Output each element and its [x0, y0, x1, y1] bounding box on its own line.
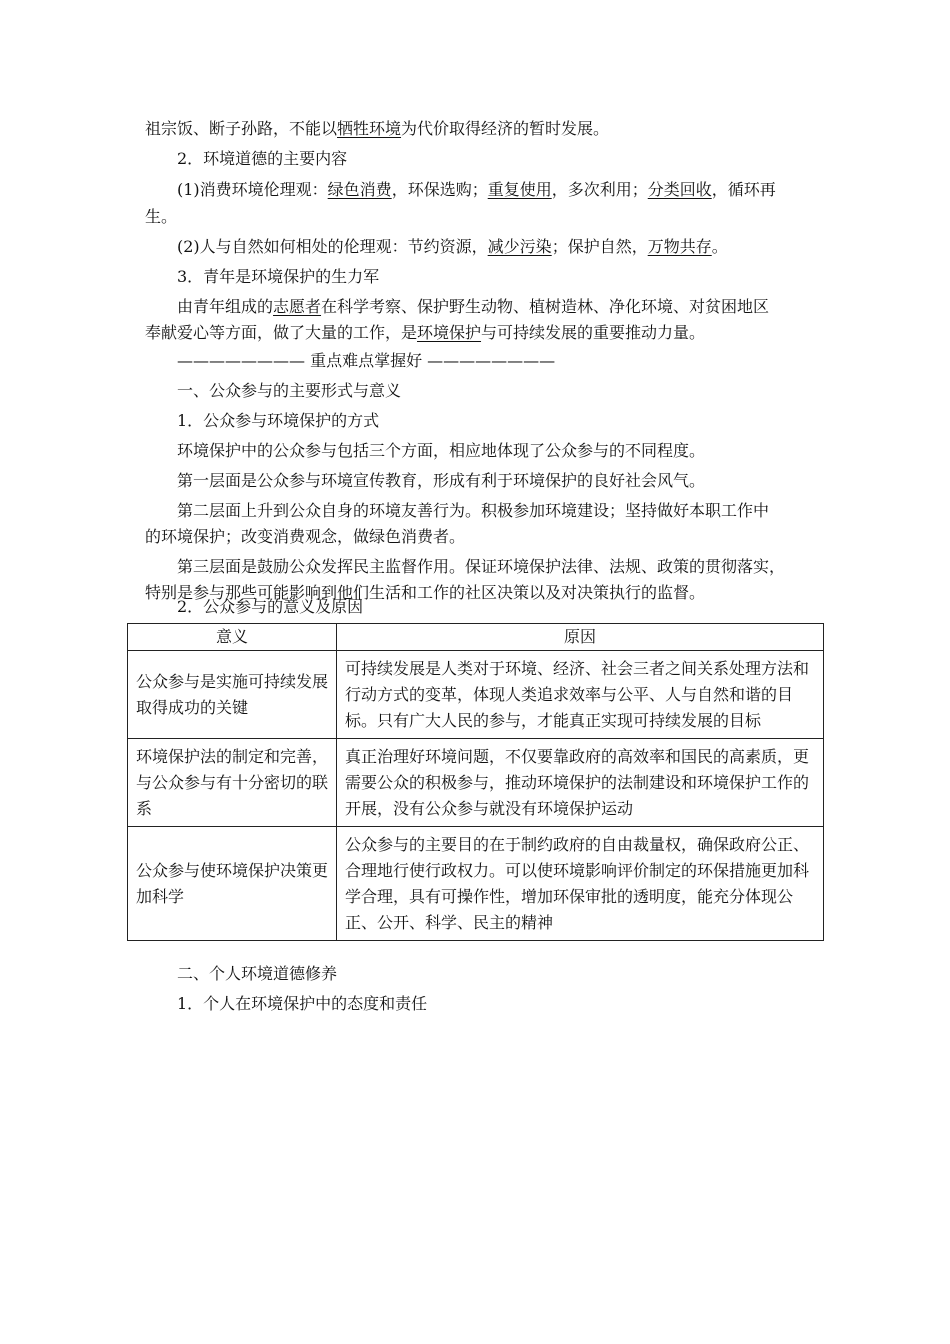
cell-meaning: 公众参与使环境保护决策更加科学 [128, 827, 337, 941]
table-header-row [128, 624, 824, 651]
underlined-term: 绿色消费 [327, 180, 392, 199]
consumption-ethics-item [177, 177, 776, 203]
ways-level2-line1: 第二层面上升到公众自身的环境友善行为。积极参加环境建设；坚持做好本职工作中 [177, 501, 770, 520]
part1-heading: 一、公众参与的主要形式与意义 [177, 381, 402, 400]
underlined-term: 分类回收 [647, 180, 712, 199]
table-row [128, 651, 824, 739]
text: 与可持续发展的重要推动力量。 [481, 323, 706, 342]
text: 由青年组成的 [177, 297, 274, 316]
text: (1)消费环境伦理观： [177, 180, 328, 199]
table-row [128, 739, 824, 827]
header-meaning: 意义 [128, 624, 337, 651]
ways-level3-line2: 特别是参与那些可能影响到他们生活和工作的社区决策以及对决策执行的监督。 [145, 583, 706, 602]
ways-level2-line2: 的环境保护；改变消费观念，做绿色消费者。 [145, 527, 466, 546]
sub1-heading: 1．公众参与环境保护的方式 [177, 411, 380, 430]
cell-reason: 可持续发展是人类对于环境、经济、社会三者之间关系处理方法和行动方式的变革，体现人类追求效率与公平、人与自然和谐的目标。只有广大人民的参与，才能真正实现可持续发展的目标 [337, 651, 824, 739]
ways-level1: 第一层面是公众参与环境宣传教育，形成有利于环境保护的良好社会风气。 [177, 471, 706, 490]
section-heading-youth: 3．青年是环境保护的生力军 [177, 267, 380, 286]
text: 。 [711, 237, 728, 256]
text: ，循环再 [711, 180, 776, 199]
text: 在科学考察、保护野生动物、植树造林、净化环境、对贫困地区 [321, 297, 770, 316]
text: 祖宗饭、断子孙路，不能以 [145, 119, 338, 138]
underlined-term: 减少污染 [487, 237, 552, 256]
underlined-term: 牺牲环境 [337, 119, 402, 138]
nature-ethics-item [177, 234, 728, 260]
text: 奉献爱心等方面，做了大量的工作，是 [145, 323, 418, 342]
cell-reason: 真正治理好环境问题，不仅要靠政府的高效率和国民的高素质，更需要公众的积极参与，推动环境保护的法制建设和环境保护工作的开展，没有公众参与就没有环境保护运动 [337, 739, 824, 827]
youth-paragraph-line1 [177, 294, 769, 320]
cell-meaning: 环境保护法的制定和完善，与公众参与有十分密切的联系 [128, 739, 337, 827]
header-reason: 原因 [337, 624, 824, 651]
paragraph-ending [145, 116, 609, 142]
part2-sub1-heading: 1．个人在环境保护中的态度和责任 [177, 994, 428, 1013]
section-heading-environmental-morals: 2．环境道德的主要内容 [177, 149, 348, 168]
consumption-ethics-continued: 生。 [145, 207, 178, 226]
cell-reason: 公众参与的主要目的在于制约政府的自由裁量权，确保政府公正、合理地行使行政权力。可以使环境影响评价制定的环保措施更加科学合理，具有可操作性，增加环保审批的透明度，能充分体现公正、公开、科学、民主的精神 [337, 827, 824, 941]
underlined-term: 环境保护 [417, 323, 482, 342]
underlined-term: 志愿者 [273, 297, 322, 316]
ways-level3-line1: 第三层面是鼓励公众发挥民主监督作用。保证环境保护法律、法规、政策的贯彻落实， [177, 557, 786, 576]
sub2-heading: 2．公众参与的意义及原因 [177, 597, 364, 616]
underlined-term: 重复使用 [487, 180, 552, 199]
underlined-term: 万物共存 [647, 237, 712, 256]
part2-heading: 二、个人环境道德修养 [177, 964, 338, 983]
text: 为代价取得经济的暂时发展。 [401, 119, 610, 138]
youth-paragraph-line2 [145, 320, 705, 346]
text: ；保护自然， [551, 237, 648, 256]
section-divider: ———————— 重点难点掌握好 ———————— [177, 351, 556, 370]
ways-intro: 环境保护中的公众参与包括三个方面，相应地体现了公众参与的不同程度。 [177, 441, 706, 460]
table-row [128, 827, 824, 941]
text: ，多次利用； [551, 180, 648, 199]
cell-meaning: 公众参与是实施可持续发展取得成功的关键 [128, 651, 337, 739]
text: (2)人与自然如何相处的伦理观：节约资源， [177, 237, 488, 256]
meaning-reasons-table [127, 623, 824, 941]
text: ，环保选购； [391, 180, 488, 199]
